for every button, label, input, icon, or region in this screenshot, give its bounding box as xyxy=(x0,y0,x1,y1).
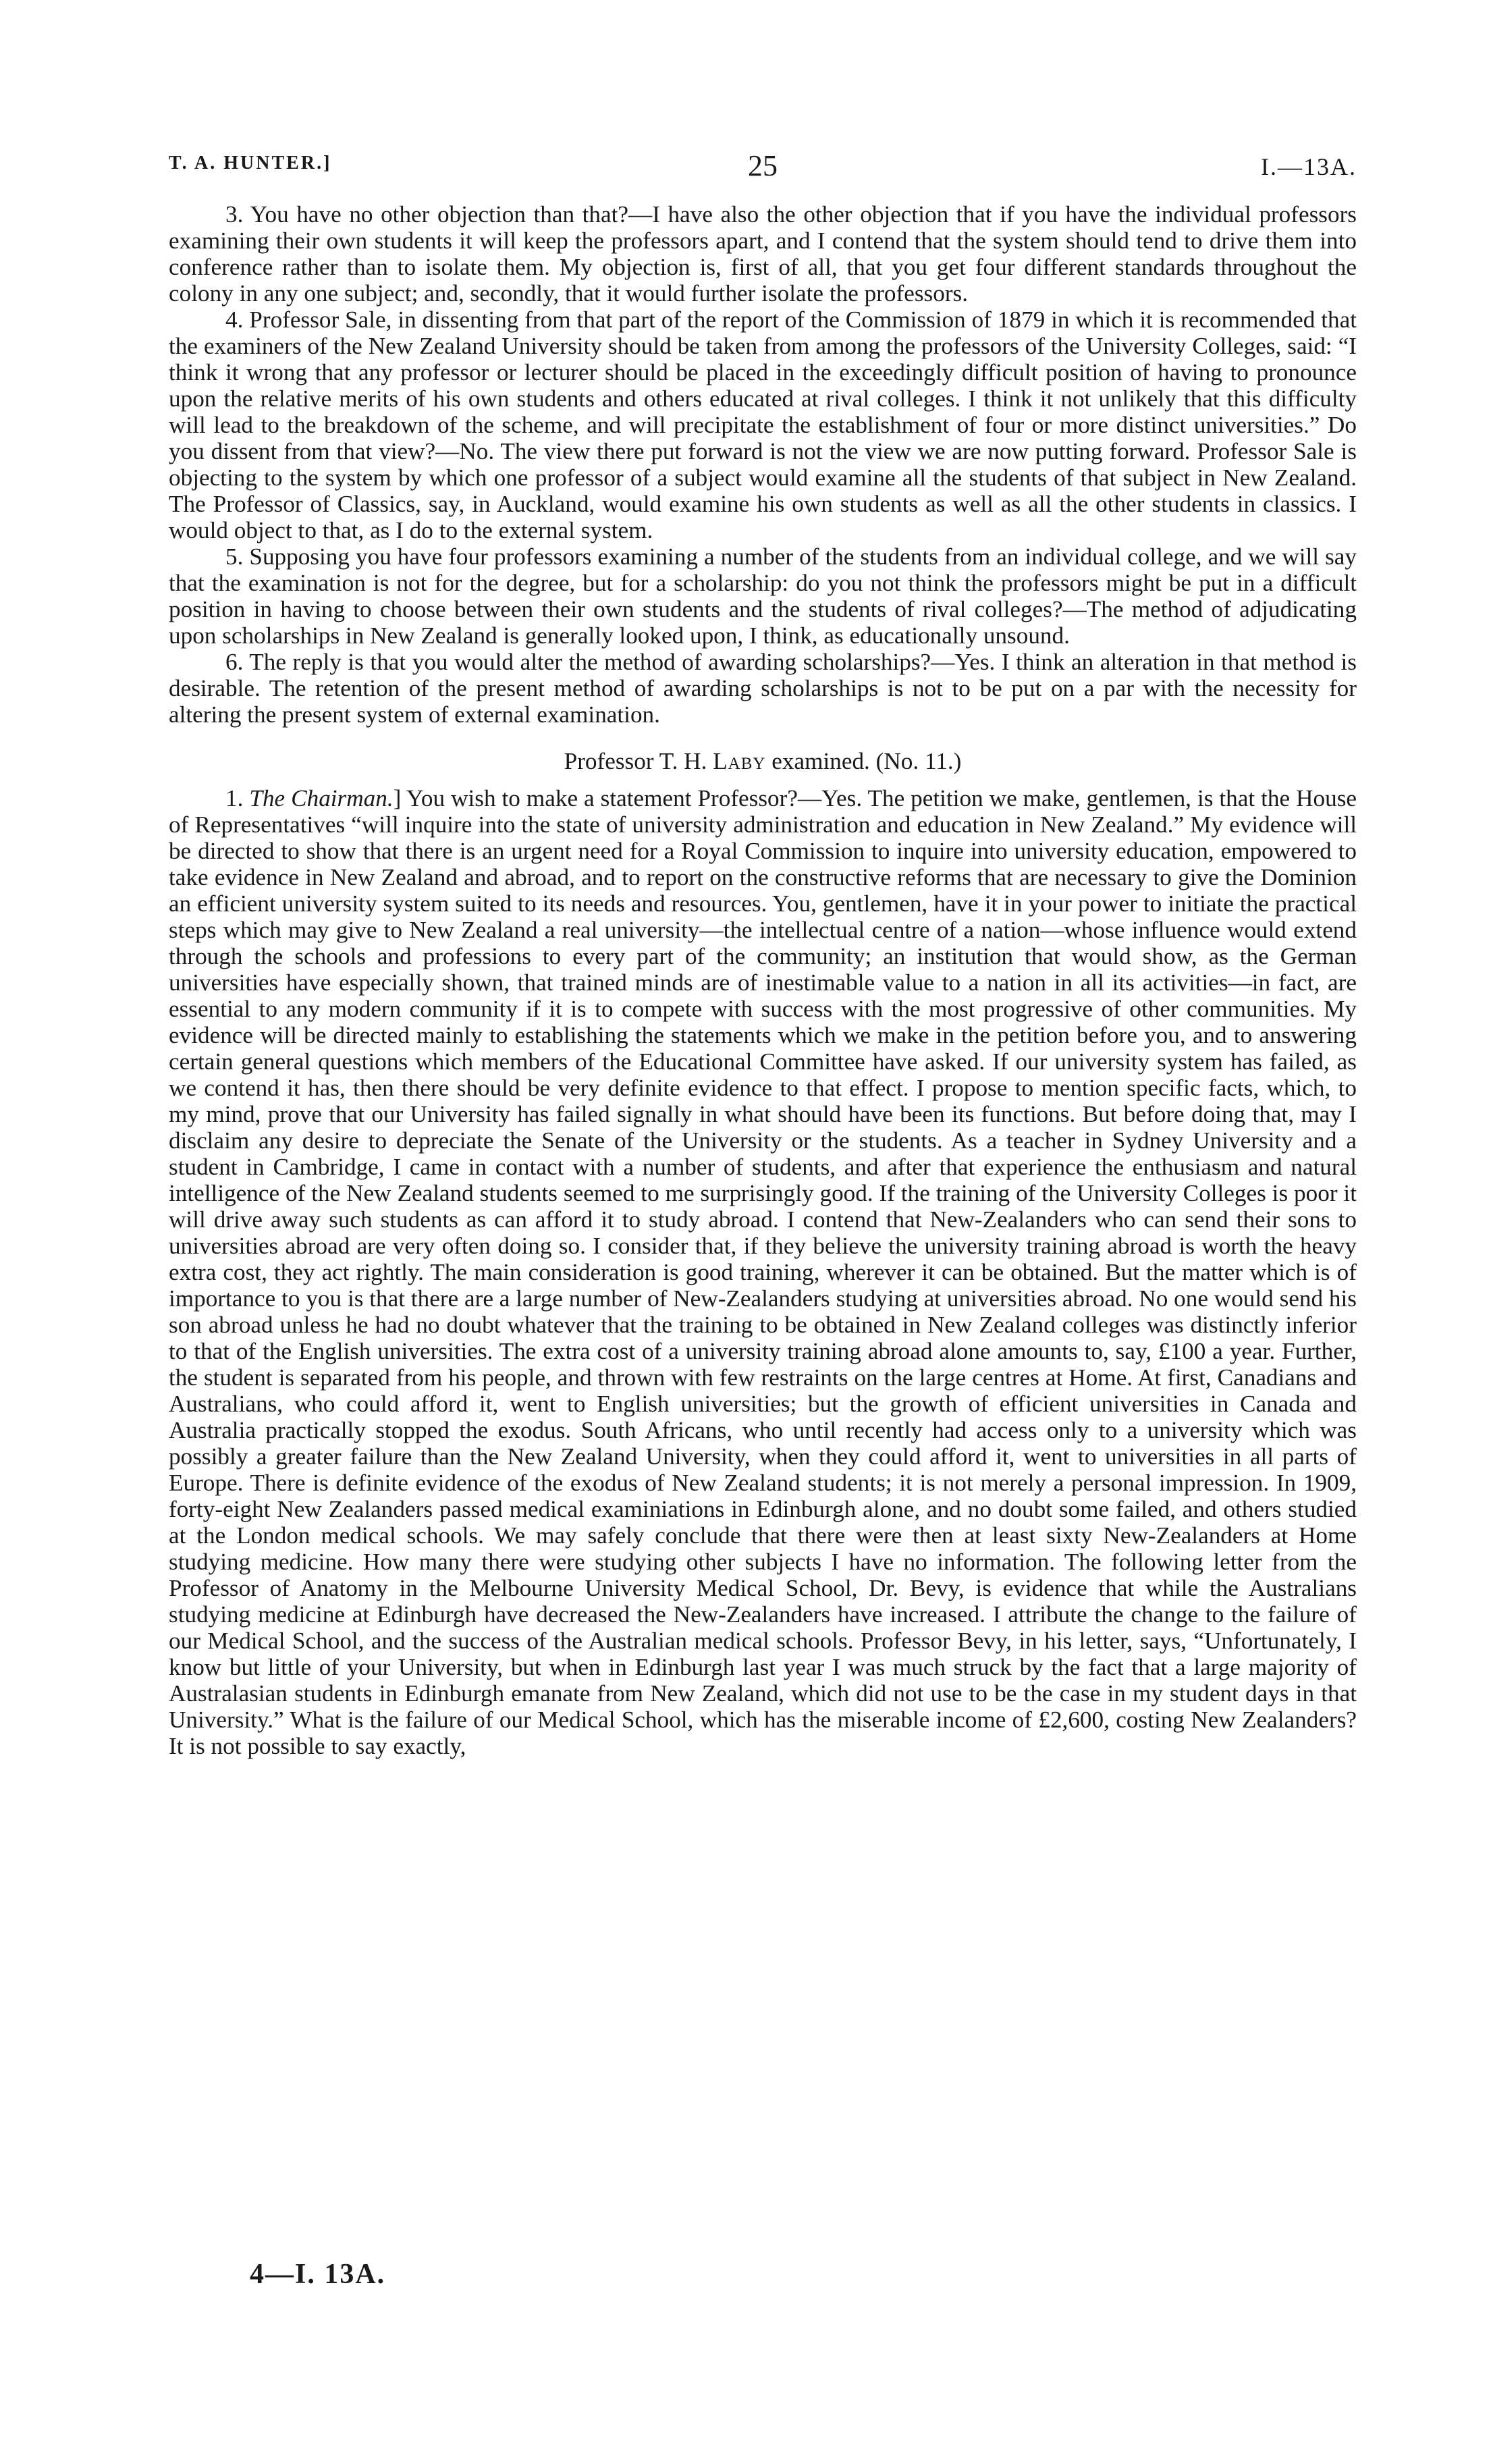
paragraph-q4: 4. Professor Sale, in dissenting from that part of the report of the Commission of 1879 in which it is recommended that the examiners of the New Zealand University should be taken from among the professors of the University Colleges, said: “I think it wrong that any professor or lecturer should be placed in the exceedingly difficult position of having to pronounce upon the relative merits of his own students and others educated at rival colleges. I think it not unlikely that this difficulty will lead to the breakdown of the scheme, and will precipitate the establishment of four or more distinct universities.” Do you dissent from that view?—No. The view there put forward is not the view we are now putting forward. Professor Sale is objecting to the system by which one professor of a subject would examine all the students of that subject in New Zealand. The Professor of Classics, say, in Auckland, would examine his own students as well as all the other students in classics. I would object to that, as I do to the external system. xyxy=(169,306,1357,543)
statement-text: ] You wish to make a statement Professor?—Yes. The petition we make, gentlemen, is that the House of Representatives “will inquire into the state of university administration and education in New Zealand.” My evidence will be directed to show that there is an urgent need for a Royal Commission to inquire into university education, empowered to take evidence in New Zealand and abroad, and to report on the constructive reforms that are necessary to give the Dominion an efficient university system suited to its needs and resources. You, gentlemen, have it in your power to initiate the practical steps which may give to New Zealand a real university—the intellectual centre of a nation—whose influence would extend through the schools and professions to every part of the community; an institution that would show, as the German universities have especially shown, that trained minds are of inestimable value to a nation in all its activities—in fact, are essential to any modern community if it is to compete with success with the most progressive of other communities. My evidence will be directed mainly to establishing the statements which we make in the petition before you, and to answering certain general questions which members of the Educational Committee have asked. If our university system has failed, as we contend it has, then there should be very definite evidence to that effect. I propose to mention specific facts, which, to my mind, prove that our University has failed signally in what should have been its functions. But before doing that, may I disclaim any desire to depreciate the Senate of the University or the students. As a teacher in Sydney University and a student in Cambridge, I came in contact with a number of students, and after that experience the enthusiasm and natural intelligence of the New Zealand students seemed to me surprisingly good. If the training of the University Colleges is poor it will drive away such students as can afford it to study abroad. I contend that New-Zealanders who can send their sons to universities abroad are very often doing so. I consider that, if they believe the university training abroad is worth the heavy extra cost, they act rightly. The main consideration is good training, wherever it can be obtained. But the matter which is of importance to you is that there are a large number of New-Zealanders studying at universities abroad. No one would send his son abroad unless he had no doubt whatever that the training to be obtained in New Zealand colleges was distinctly inferior to that of the English universities. The extra cost of a university training abroad alone amounts to, say, £100 a year. Further, the student is separated from his people, and thrown with few restraints on the large centres at Home. At first, Canadians and Australians, who could afford it, went to English universities; but the growth of efficient universities in Canada and Australia practically stopped the exodus. South Africans, who until recently had access only to a university which was possibly a greater failure than the New Zealand University, when they could afford it, went to universities in all parts of Europe. There is definite evidence of the exodus of New Zealand students; it is not merely a personal impression. In 1909, forty-eight New Zealanders passed medical examiniations in Edinburgh alone, and no doubt some failed, and others studied at the London medical schools. We may safely conclude that there were then at least sixty New-Zealanders at Home studying medicine. How many there were studying other subjects I have no information. The following letter from the Professor of Anatomy in the Melbourne University Medical School, Dr. Bevy, is evidence that while the Australians studying medicine at Edinburgh have decreased the New-Zealanders have increased. I attribute the change to the failure of our Medical School, and the success of the Australian medical schools. Professor Bevy, in his letter, says, “Unfortunately, I know but little of your University, but when in Edinburgh last year I was much struck by the fact that a large majority of Australasian students in Edinburgh emanate from New Zealand, which did not use to be the case in my student days in that University.” What is the failure of our Medical School, which has the miserable income of £2,600, costing New Zealanders? It is not possible to say exactly, xyxy=(169,785,1357,1759)
question-number: 1. xyxy=(225,785,244,811)
paragraph-q1-laby xyxy=(169,785,1357,1759)
heading-witness-name: Laby xyxy=(713,748,766,774)
section-heading xyxy=(169,748,1357,774)
paragraph-q3: 3. You have no other objection than that?—I have also the other objection that if you have the individual professors examining their own students it will keep the professors apart, and I contend that the system should tend to drive them into conference rather than to isolate them. My objection is, first of all, that you get four different standards throughout the colony in any one subject; and, secondly, that it would further isolate the professors. xyxy=(169,201,1357,306)
body-text xyxy=(169,201,1357,1759)
footer-signature: 4—I. 13A. xyxy=(250,2259,386,2290)
witness-name-header: T. A. HUNTER.] xyxy=(169,153,332,173)
heading-prefix: Professor T. H. xyxy=(564,748,707,774)
paragraph-q6: 6. The reply is that you would alter the method of awarding scholarships?—Yes. I think an alteration in that method is desirable. The retention of the present method of awarding scholarships is not to be put on a par with the necessity for altering the present system of external examination. xyxy=(169,649,1357,728)
page-number: 25 xyxy=(748,149,778,182)
paragraph-q5: 5. Supposing you have four professors examining a number of the students from an individual college, and we will say that the examination is not for the degree, but for a scholarship: do you not think the professors might be put in a difficult position in having to choose between their own students and the students of rival colleges?—The method of adjudicating upon scholarships in New Zealand is generally looked upon, I think, as educationally unsound. xyxy=(169,543,1357,649)
paper-reference: I.—13A. xyxy=(1261,153,1357,180)
page-header xyxy=(169,149,1357,189)
speaker-label: The Chairman. xyxy=(249,785,394,811)
heading-suffix: examined. (No. 11.) xyxy=(771,748,962,774)
